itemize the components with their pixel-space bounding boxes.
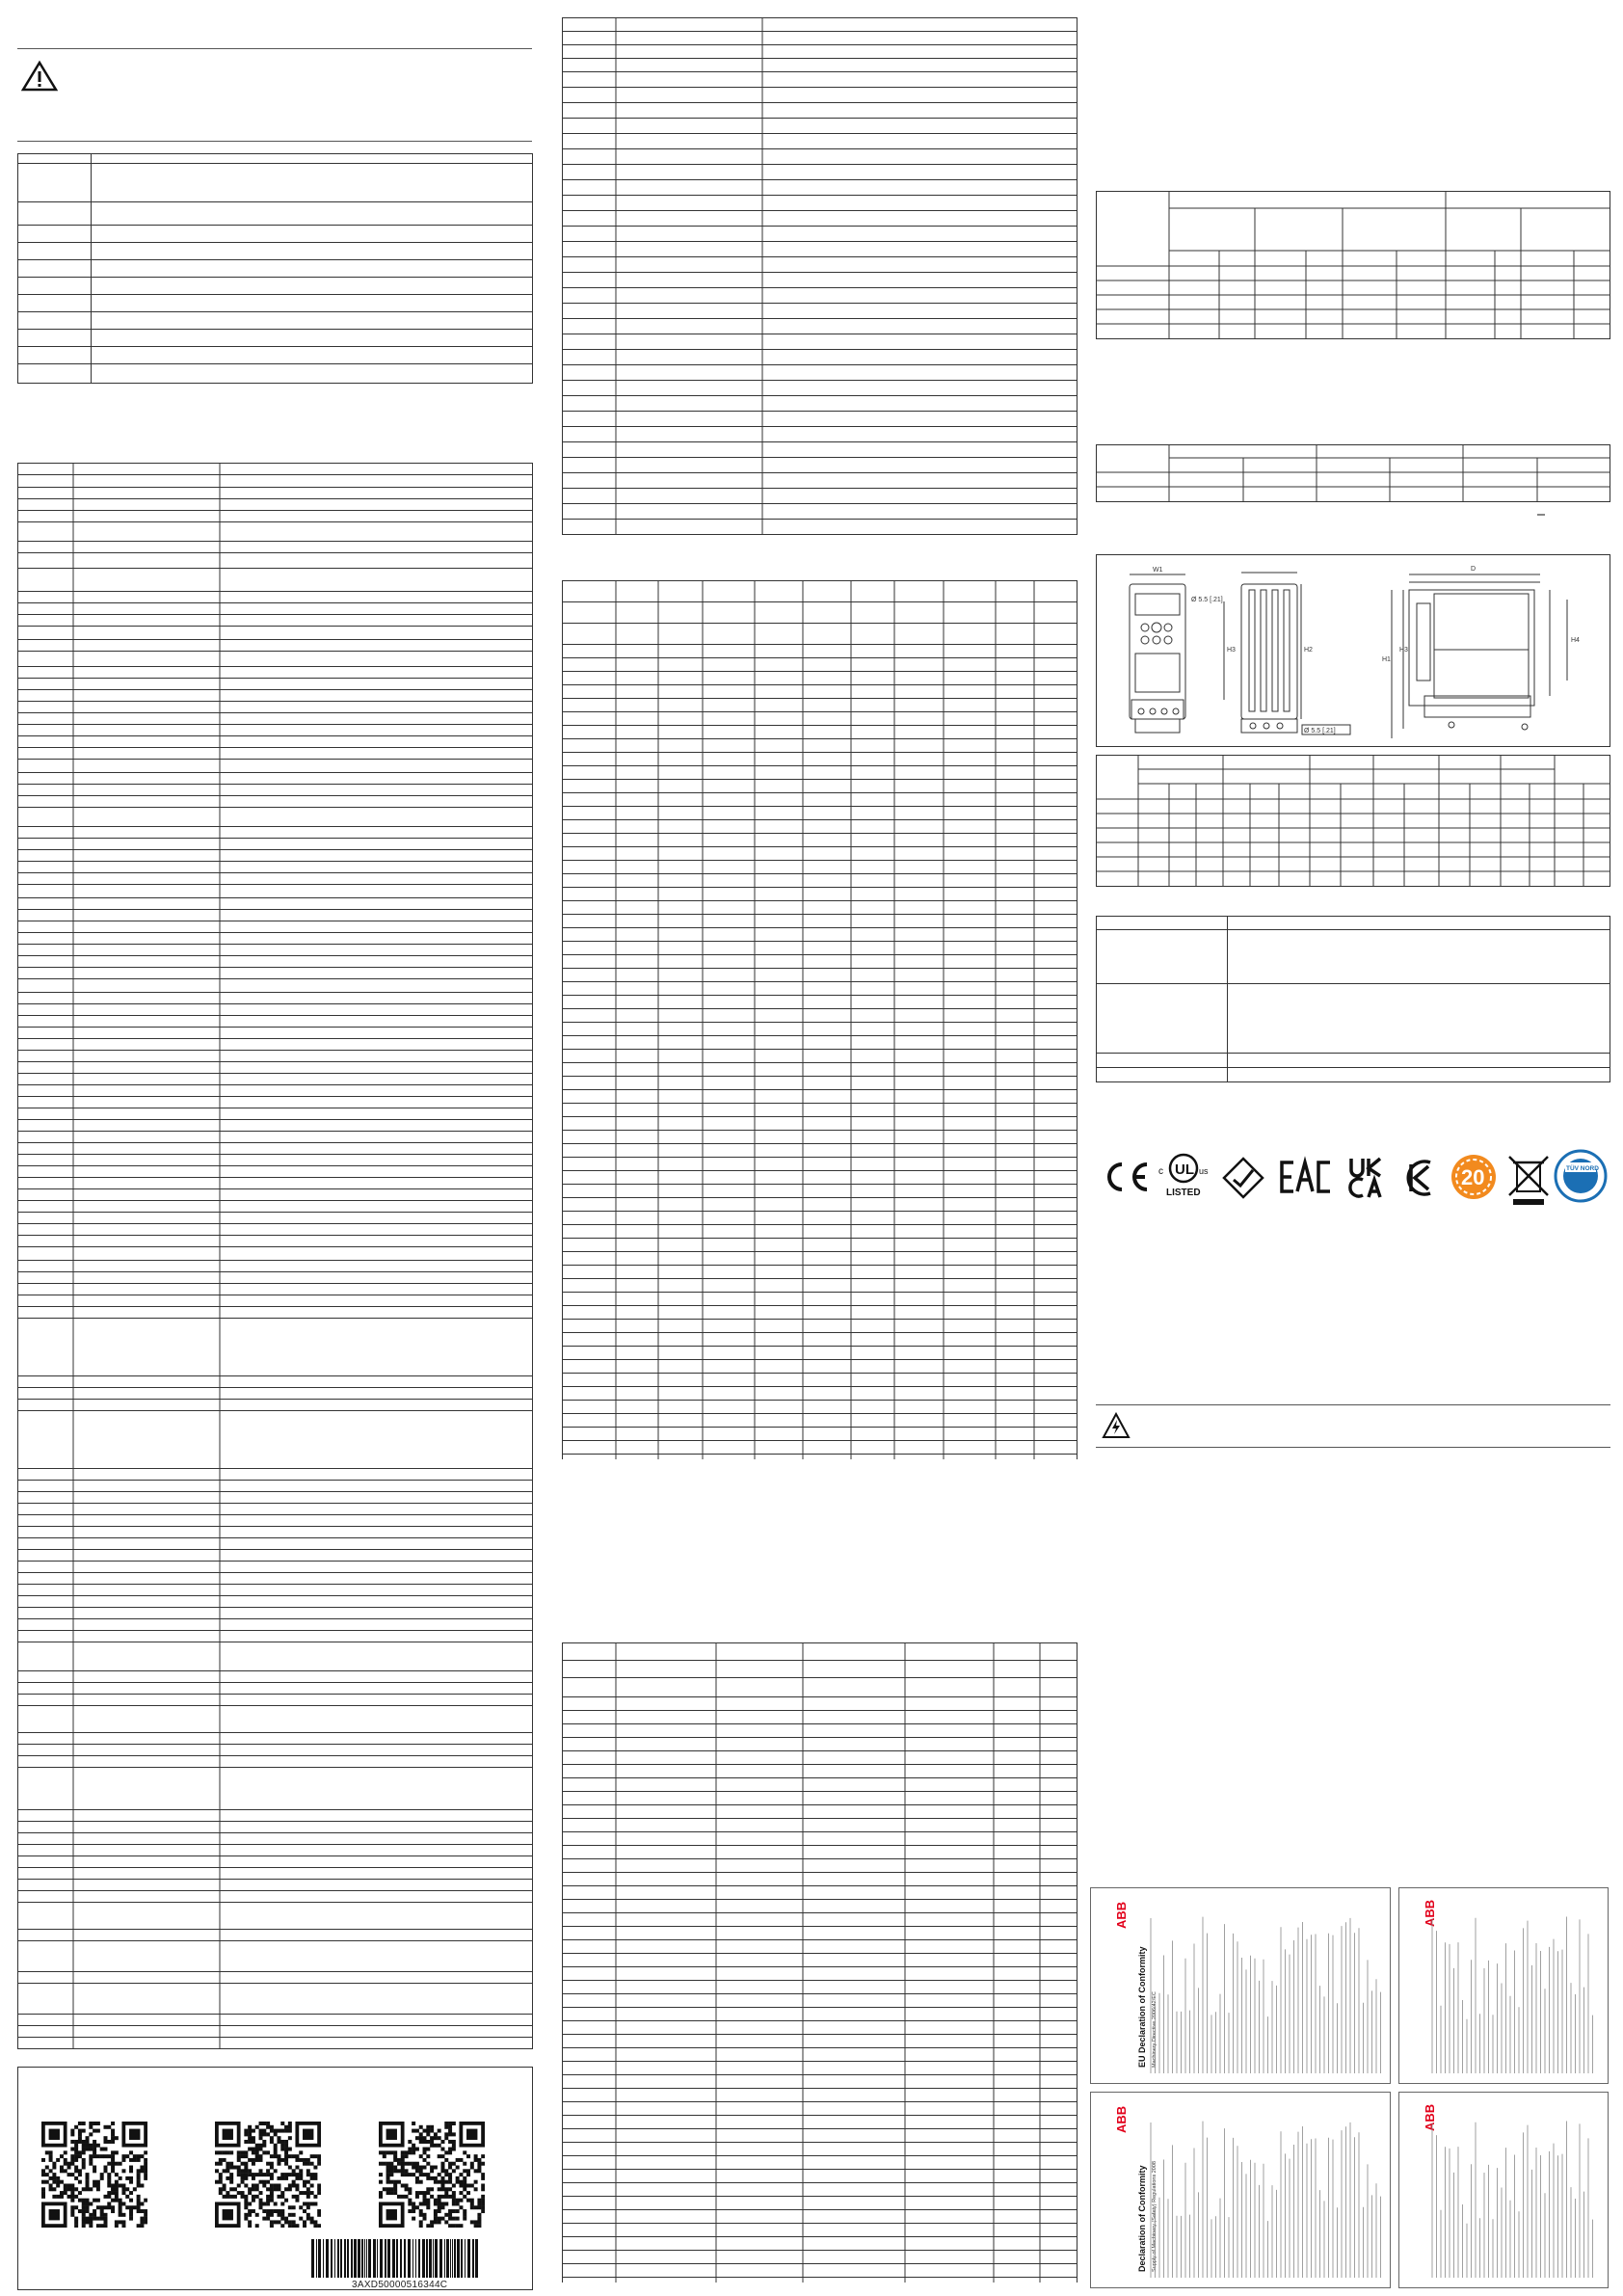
right-table-1 [1096,191,1610,339]
doc-subtitle: Supply of Machinery (Safety) Regulations 2008 [1152,2161,1157,2272]
dim-label-h1: H1 [1382,656,1391,663]
left-table-2 [17,463,533,2053]
doc-title: Declaration of Conformity [1137,2165,1147,2272]
dim-label-hole-front: Ø 5.5 [.21] [1191,597,1223,603]
dim-label-h4: H4 [1571,637,1580,644]
doc-thumbnail-uk-doc [1090,2092,1391,2288]
certification-marks-row [1101,1145,1610,1209]
dim-label-d: D [1471,566,1477,573]
mid-table-2-grid [562,580,1078,1459]
qr-code-icon [41,2122,147,2228]
barcode-icon [309,2239,483,2280]
dim-label-h2: H2 [1304,647,1313,654]
right-table-1-grid [1096,191,1610,339]
kc-mark-icon [1408,1161,1430,1194]
drive-dimension-diagram [1097,555,1611,748]
electrical-warning-icon [1102,1412,1131,1439]
dim-label-h3-side: H3 [1399,647,1408,654]
ul-listed-text: LISTED [1166,1188,1201,1198]
mid-table-3-grid [562,1642,1078,2283]
qr-code-icon [215,2122,321,2228]
doc-thumbnail-uk-doc-page2 [1398,2092,1609,2288]
dim-label-hole-back: Ø 5.5 [.21] [1304,728,1336,734]
right-table-2 [1096,444,1610,502]
abb-logo: ABB [1423,1899,1437,1927]
mid-table-1-grid [562,17,1078,546]
right-table-3-grid [1096,755,1610,887]
ul-listed-icon [1158,1155,1209,1198]
left-warning-bottom-rule [17,141,532,142]
doc-thumbnail-eu-doc-art [1091,1888,1390,2083]
ul-us-text: us [1199,1166,1209,1176]
mid-table-3 [562,1642,1078,2283]
left-table-1 [17,153,533,384]
qr-code-icon [379,2122,485,2228]
ce-mark-icon [1109,1164,1147,1189]
doc-thumbnail-eu-doc-page2 [1398,1887,1609,2084]
eac-mark-icon [1282,1162,1330,1191]
tuv-nord-text: TÜV NORD [1566,1165,1599,1172]
abb-logo: ABB [1114,2105,1129,2133]
doc-subtitle: Machinery Directive 2006/42/EC [1152,1991,1157,2068]
efup-20-text: 20 [1461,1165,1485,1189]
abb-logo: ABB [1114,1901,1129,1929]
certification-marks [1101,1145,1610,1209]
tuv-nord-icon [1556,1151,1606,1201]
left-top-rule [17,48,532,49]
mid-table-1 [562,17,1078,546]
right-warning-bottom-rule [1096,1447,1610,1448]
doc-thumbnail-uk-doc-page2-art [1399,2093,1608,2287]
svg-text:UL: UL [1175,1161,1194,1178]
rcm-mark-icon [1224,1159,1263,1197]
ukca-mark-icon [1350,1159,1380,1197]
dim-label-h3-back: H3 [1227,647,1236,654]
doc-thumbnail-eu-doc-page2-art [1399,1888,1608,2083]
ul-c-text: c [1158,1166,1163,1177]
warning-icon [21,60,58,93]
right-warning-top-rule [1096,1404,1610,1405]
right-table-3 [1096,755,1610,887]
mid-table-2 [562,580,1078,1459]
doc-thumbnail-uk-doc-art [1091,2093,1390,2287]
dim-label-w1: W1 [1153,567,1163,574]
barcode-number: 3AXD50000516344C [352,2280,448,2290]
abb-logo: ABB [1423,2103,1437,2131]
doc-thumbnail-eu-doc [1090,1887,1391,2084]
weee-bin-icon [1509,1157,1548,1205]
qr-code-panel [17,2067,533,2290]
right-table-2-grid [1096,444,1616,521]
dimension-drawing [1096,554,1610,747]
right-table-4 [1096,916,1610,1095]
doc-title: EU Declaration of Conformity [1137,1946,1147,2068]
efup-20-icon [1451,1155,1496,1199]
left-table-2-grid [17,463,533,2053]
